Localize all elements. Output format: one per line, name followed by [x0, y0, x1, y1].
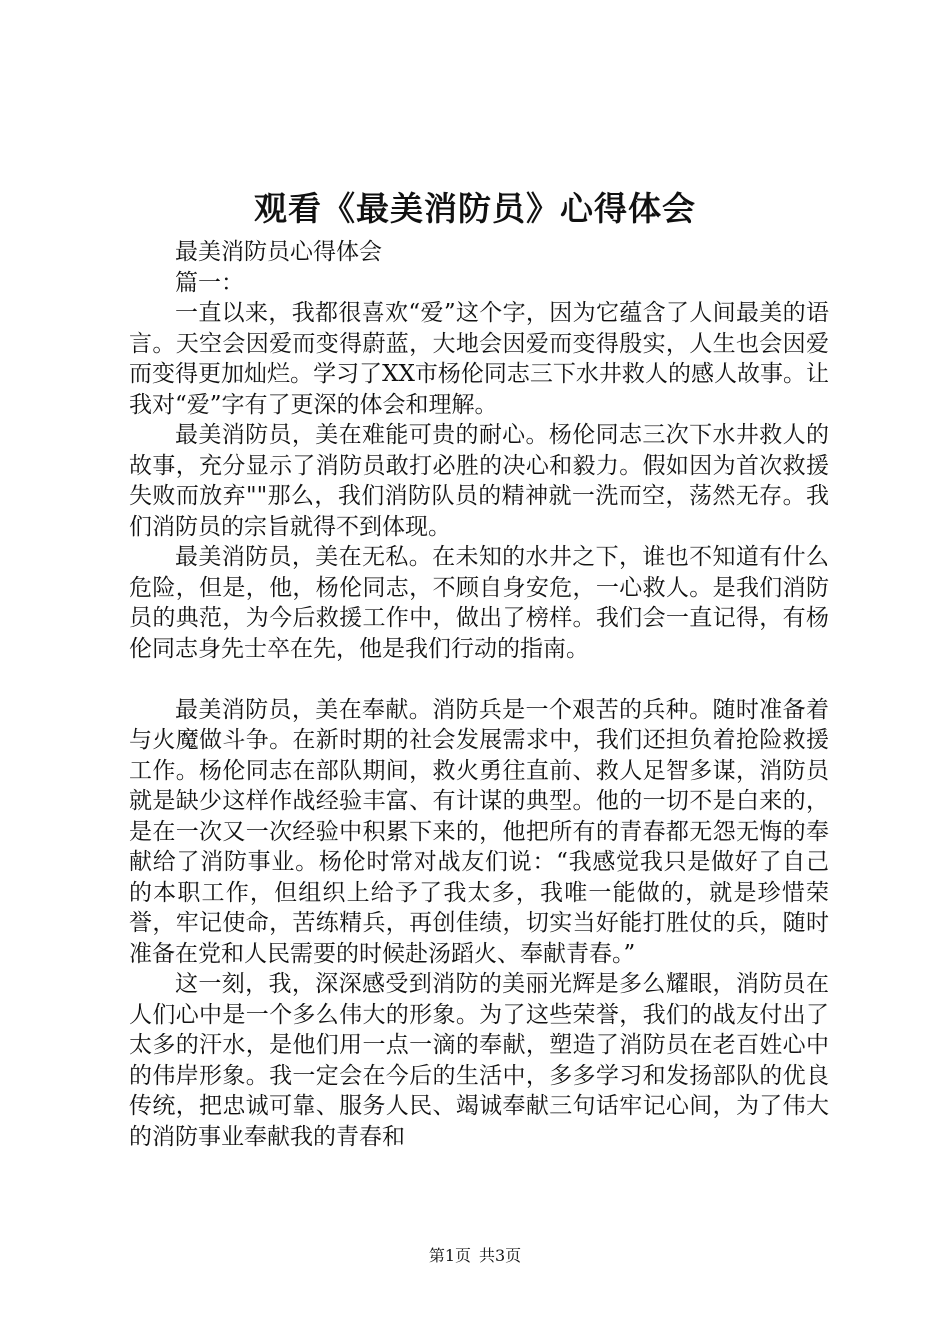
- body-paragraph: 最美消防员，美在无私。在未知的水井之下，谁也不知道有什么危险，但是，他，杨伦同志，不顾自身安危，一心救人。是我们消防员的典范，为今后救援工作中，做出了榜样。我们会一直记得，有杨伦同志身先士卒在先，他是我们行动的指南。: [129, 544, 829, 662]
- body-paragraph: 最美消防员，美在难能可贵的耐心。杨伦同志三次下水井救人的故事，充分显示了消防员敢打必胜的决心和毅力。假如因为首次救援失败而放弃""那么，我们消防队员的精神就一洗而空，荡然无存。我们消防员的宗旨就得不到体现。: [129, 422, 829, 540]
- body-paragraph: 一直以来，我都很喜欢“爱”这个字，因为它蕴含了人间最美的语言。天空会因爱而变得蔚蓝，大地会因爱而变得殷实，人生也会因爱而变得更加灿烂。学习了XX市杨伦同志三下水井救人的感人故事。让我对“爱”字有了更深的体会和理解。: [129, 300, 829, 418]
- body-paragraph: 这一刻，我，深深感受到消防的美丽光辉是多么耀眼，消防员在人们心中是一个多么伟大的形象。为了这些荣誉，我们的战友付出了太多的汗水，是他们用一点一滴的奉献，塑造了消防员在老百姓心中的伟岸形象。我一定会在今后的生活中，多多学习和发扬部队的优良传统，把忠诚可靠、服务人民、竭诚奉献三句话牢记心间，为了伟大的消防事业奉献我的青春和: [129, 971, 829, 1150]
- page-total: 共3页: [479, 1246, 522, 1265]
- blank-line: [129, 664, 829, 695]
- subtitle-paragraph: 最美消防员心得体会: [175, 239, 382, 265]
- document-body: [129, 237, 829, 1152]
- page-number: 第1页: [428, 1246, 471, 1265]
- body-paragraph: 最美消防员，美在奉献。消防兵是一个艰苦的兵种。随时准备着与火魔做斗争。在新时期的社会发展需求中，我们还担负着抢险救援工作。杨伦同志在部队期间，救火勇往直前、救人足智多谋，消防员就是缺少这样作战经验丰富、有计谋的典型。他的一切不是白来的，是在一次又一次经验中积累下来的，他把所有的青春都无怨无悔的奉献给了消防事业。杨伦时常对战友们说：“我感觉我只是做好了自己的本职工作，但组织上给予了我太多，我唯一能做的，就是珍惜荣誉，牢记使命，苦练精兵，再创佳绩，切实当好能打胜仗的兵，随时准备在党和人民需要的时候赴汤蹈火、奉献青春。”: [129, 696, 829, 967]
- page-footer: [0, 1245, 950, 1267]
- section-label-paragraph: 篇一：: [175, 269, 244, 296]
- document-title: 观看《最美消防员》心得体会: [254, 189, 696, 228]
